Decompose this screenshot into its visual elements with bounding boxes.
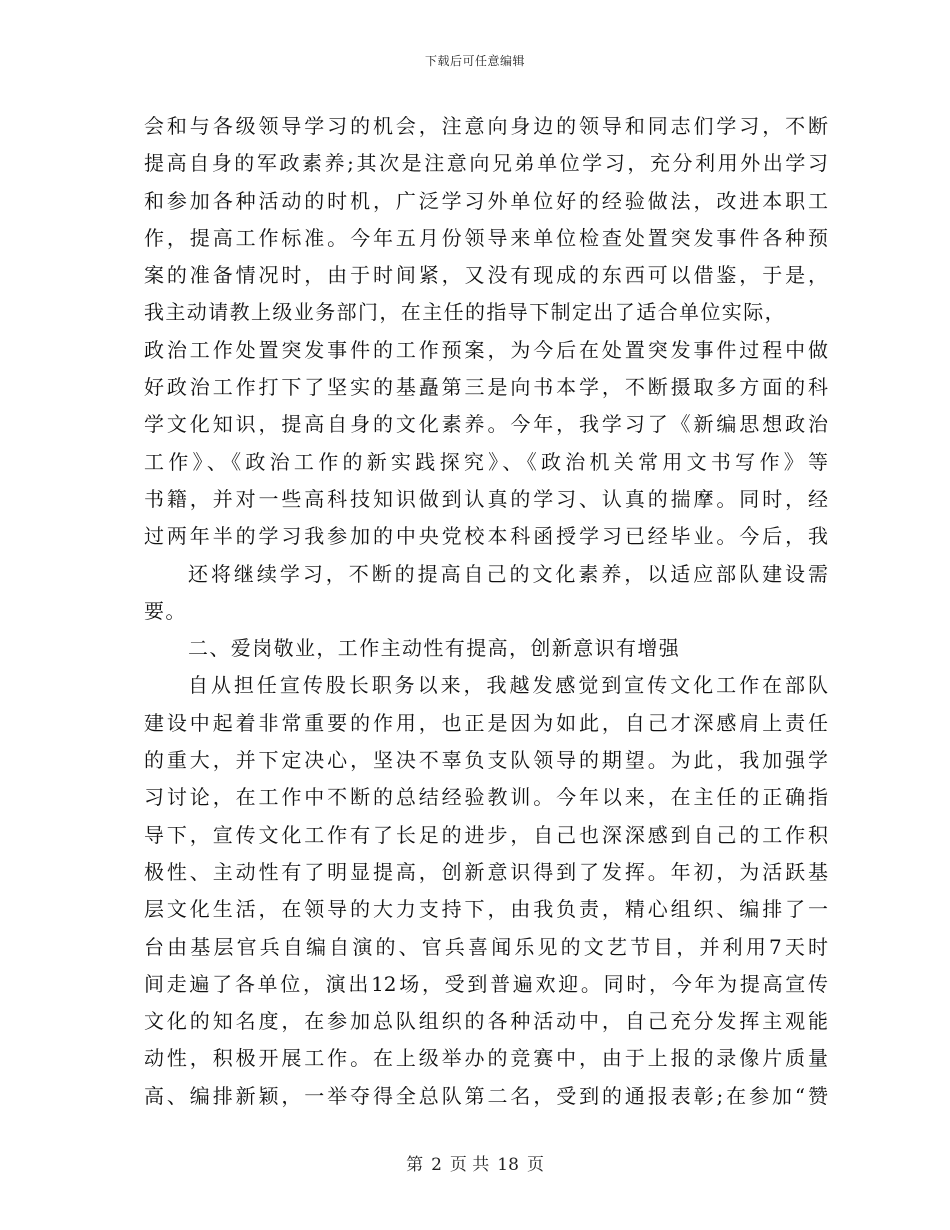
page-suffix: 页 [526,1155,544,1175]
text-line: 导下，宣传文化工作有了长足的进步，自己也深深感到自己的工作积 [144,822,828,847]
text-line: 要。 [144,598,187,623]
text-line: 动性，积极开展工作。在上级举办的竞赛中，由于上报的录像片质量 [144,1046,828,1071]
page-middle: 页 共 [449,1155,490,1175]
text-line: 作，提高工作标准。今年五月份领导来单位检查处置突发事件各种预 [144,225,828,250]
text-line: 自从担任宣传股长职务以来，我越发感觉到宣传文化工作在部队 [188,673,828,698]
text-line: 建设中起着非常重要的作用，也正是因为如此，自己才深感肩上责任 [144,710,828,735]
text-line: 高、编排新颖，一举夺得全总队第二名，受到的通报表彰;在参加“赞 [144,1083,828,1108]
page-prefix: 第 [406,1155,424,1175]
text-line: 和参加各种活动的时机，广泛学习外单位好的经验做法，改进本职工 [144,188,828,213]
section-heading: 二、爱岗敬业，工作主动性有提高，创新意识有增强 [188,636,681,661]
page-number [0,1150,950,1175]
page-total: 18 [497,1155,519,1175]
text-line: 书籍，并对一些高科技知识做到认真的学习、认真的揣摩。同时，经 [144,486,828,511]
page-header-note: 下载后可任意编辑 [424,54,525,68]
text-line: 过两年半的学习我参加的中央党校本科函授学习已经毕业。今后，我 [144,524,828,549]
page-current: 2 [431,1155,442,1175]
text-line: 层文化生活，在领导的大力支持下，由我负责，精心组织、编排了一 [144,897,828,922]
text-line: 我主动请教上级业务部门，在主任的指导下制定出了适合单位实际， [144,300,786,325]
text-line: 会和与各级领导学习的机会，注意向身边的领导和同志们学习，不断 [144,114,828,138]
text-line: 好政治工作打下了坚实的基矗第三是向书本学，不断摄取多方面的科 [144,375,828,400]
text-line: 政治工作处置突发事件的工作预案，为今后在处置突发事件过程中做 [144,337,828,362]
text-line: 工作》、《政治工作的新实践探究》、《政治机关常用文书写作》等 [144,449,828,474]
text-line: 台由基层官兵自编自演的、官兵喜闻乐见的文艺节目，并利用7天时 [144,934,828,959]
text-line: 的重大，并下定决心，坚决不辜负支队领导的期望。为此，我加强学 [144,748,828,773]
text-line: 案的准备情况时，由于时间紧，又没有现成的东西可以借鉴，于是， [144,263,828,288]
text-line: 极性、主动性有了明显提高，创新意识得到了发挥。年初，为活跃基 [144,859,828,884]
text-line: 还将继续学习，不断的提高自己的文化素养，以适应部队建设需 [188,561,828,586]
text-line: 习讨论，在工作中不断的总结经验教训。今年以来，在主任的正确指 [144,785,828,810]
text-line: 文化的知名度，在参加总队组织的各种活动中，自己充分发挥主观能 [144,1009,828,1034]
text-line: 学文化知识，提高自身的文化素养。今年，我学习了《新编思想政治 [144,412,828,437]
document-body [144,108,828,1115]
text-line: 提高自身的军政素养;其次是注意向兄弟单位学习，充分利用外出学习 [144,151,828,176]
text-line: 间走遍了各单位，演出12场，受到普遍欢迎。同时，今年为提高宣传 [144,971,828,996]
